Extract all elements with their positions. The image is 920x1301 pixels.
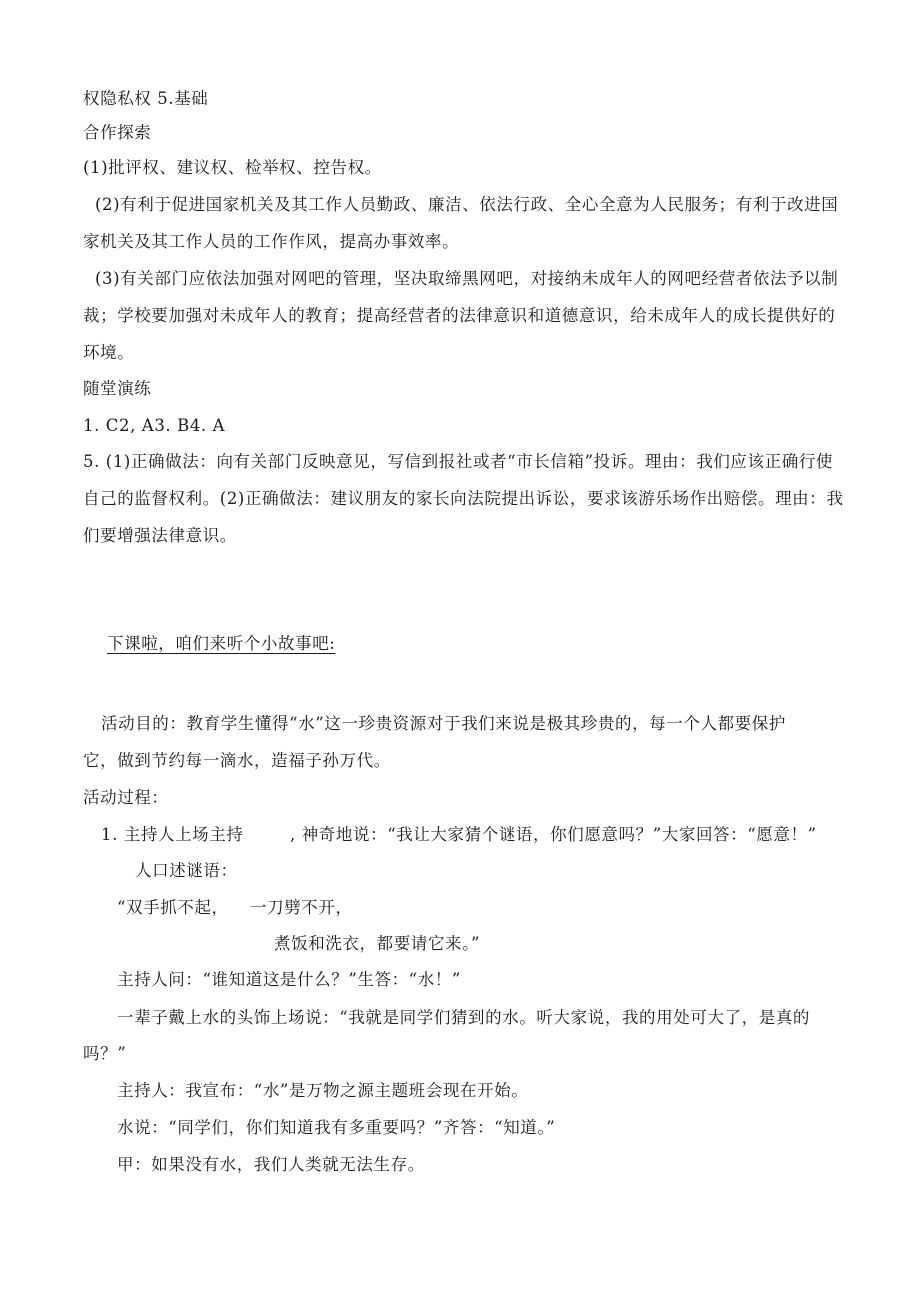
answer-item-3-cont: 环境。 — [83, 343, 135, 362]
activity-process-heading: 活动过程： — [83, 788, 169, 807]
activity-purpose: 活动目的：教育学生懂得“水”这一珍贵资源对于我们来说是极其珍贵的，每一个人都要保护 — [101, 714, 786, 733]
dialogue-line: 水说：“同学们，你们知道我有多重要吗？”齐答：“知道。” — [117, 1118, 556, 1137]
practice-item-5-cont: 自己的监督权利。(2)正确做法：建议朋友的家长向法院提出诉讼，要求该游乐场作出赔偿。理由：我 — [83, 489, 844, 508]
riddle-line: 煮饭和洗衣，都要请它来。” — [274, 934, 480, 953]
dialogue-line-cont: 吗？” — [83, 1044, 127, 1063]
step-1-cont: , 神奇地说：“我让大家猜个谜语，你们愿意吗？”大家回答：“愿意！” — [290, 825, 817, 844]
answer-item-2-cont: 家机关及其工作人员的工作作风，提高办事效率。 — [83, 232, 460, 251]
answer-item-3: (3)有关部门应依法加强对网吧的管理，坚决取缔黑网吧，对接纳未成年人的网吧经营者依法予以制 — [95, 269, 839, 288]
practice-answers: 1. C2, A3. B4. A — [83, 416, 226, 435]
step-1-cont: 人口述谜语： — [135, 861, 238, 880]
dialogue-line: 一辈子戴上水的头饰上场说：“我就是同学们猜到的水。听大家说，我的用处可大了，是真的 — [117, 1008, 811, 1027]
answer-line: 权隐私权 5.基础 — [83, 89, 209, 108]
answer-item-3-cont: 裁；学校要加强对未成年人的教育；提高经营者的法律意识和道德意识，给未成年人的成长提供好的 — [83, 306, 836, 325]
practice-item-5: 5. (1)正确做法：向有关部门反映意见，写信到报社或者“市长信箱”投诉。理由：我们应该正确行使 — [83, 452, 834, 471]
story-title: 下课啦，咱们来听个小故事吧: — [107, 634, 336, 653]
dialogue-line: 主持人问：“谁知道这是什么？”生答：“水！” — [117, 970, 461, 989]
riddle-line: 一刀劈不开， — [250, 898, 353, 917]
activity-purpose-cont: 它，做到节约每一滴水，造福子孙万代。 — [83, 751, 391, 770]
practice-item-5-cont: 们要增强法律意识。 — [83, 526, 237, 545]
dialogue-line: 主持人：我宣布：“水”是万物之源主题班会现在开始。 — [117, 1081, 529, 1100]
section-heading-cooperate: 合作探索 — [83, 123, 152, 142]
step-1: 1. 主持人上场主持 — [101, 825, 244, 844]
answer-item-2: (2)有利于促进国家机关及其工作人员勤政、廉洁、依法行政、全心全意为人民服务；有利于改进国 — [95, 195, 839, 214]
riddle-line: “双手抓不起， — [117, 898, 229, 917]
answer-item-1: (1)批评权、建议权、检举权、控告权。 — [83, 158, 382, 177]
section-heading-practice: 随堂演练 — [83, 379, 152, 398]
dialogue-line: 甲：如果没有水，我们人类就无法生存。 — [117, 1155, 425, 1174]
